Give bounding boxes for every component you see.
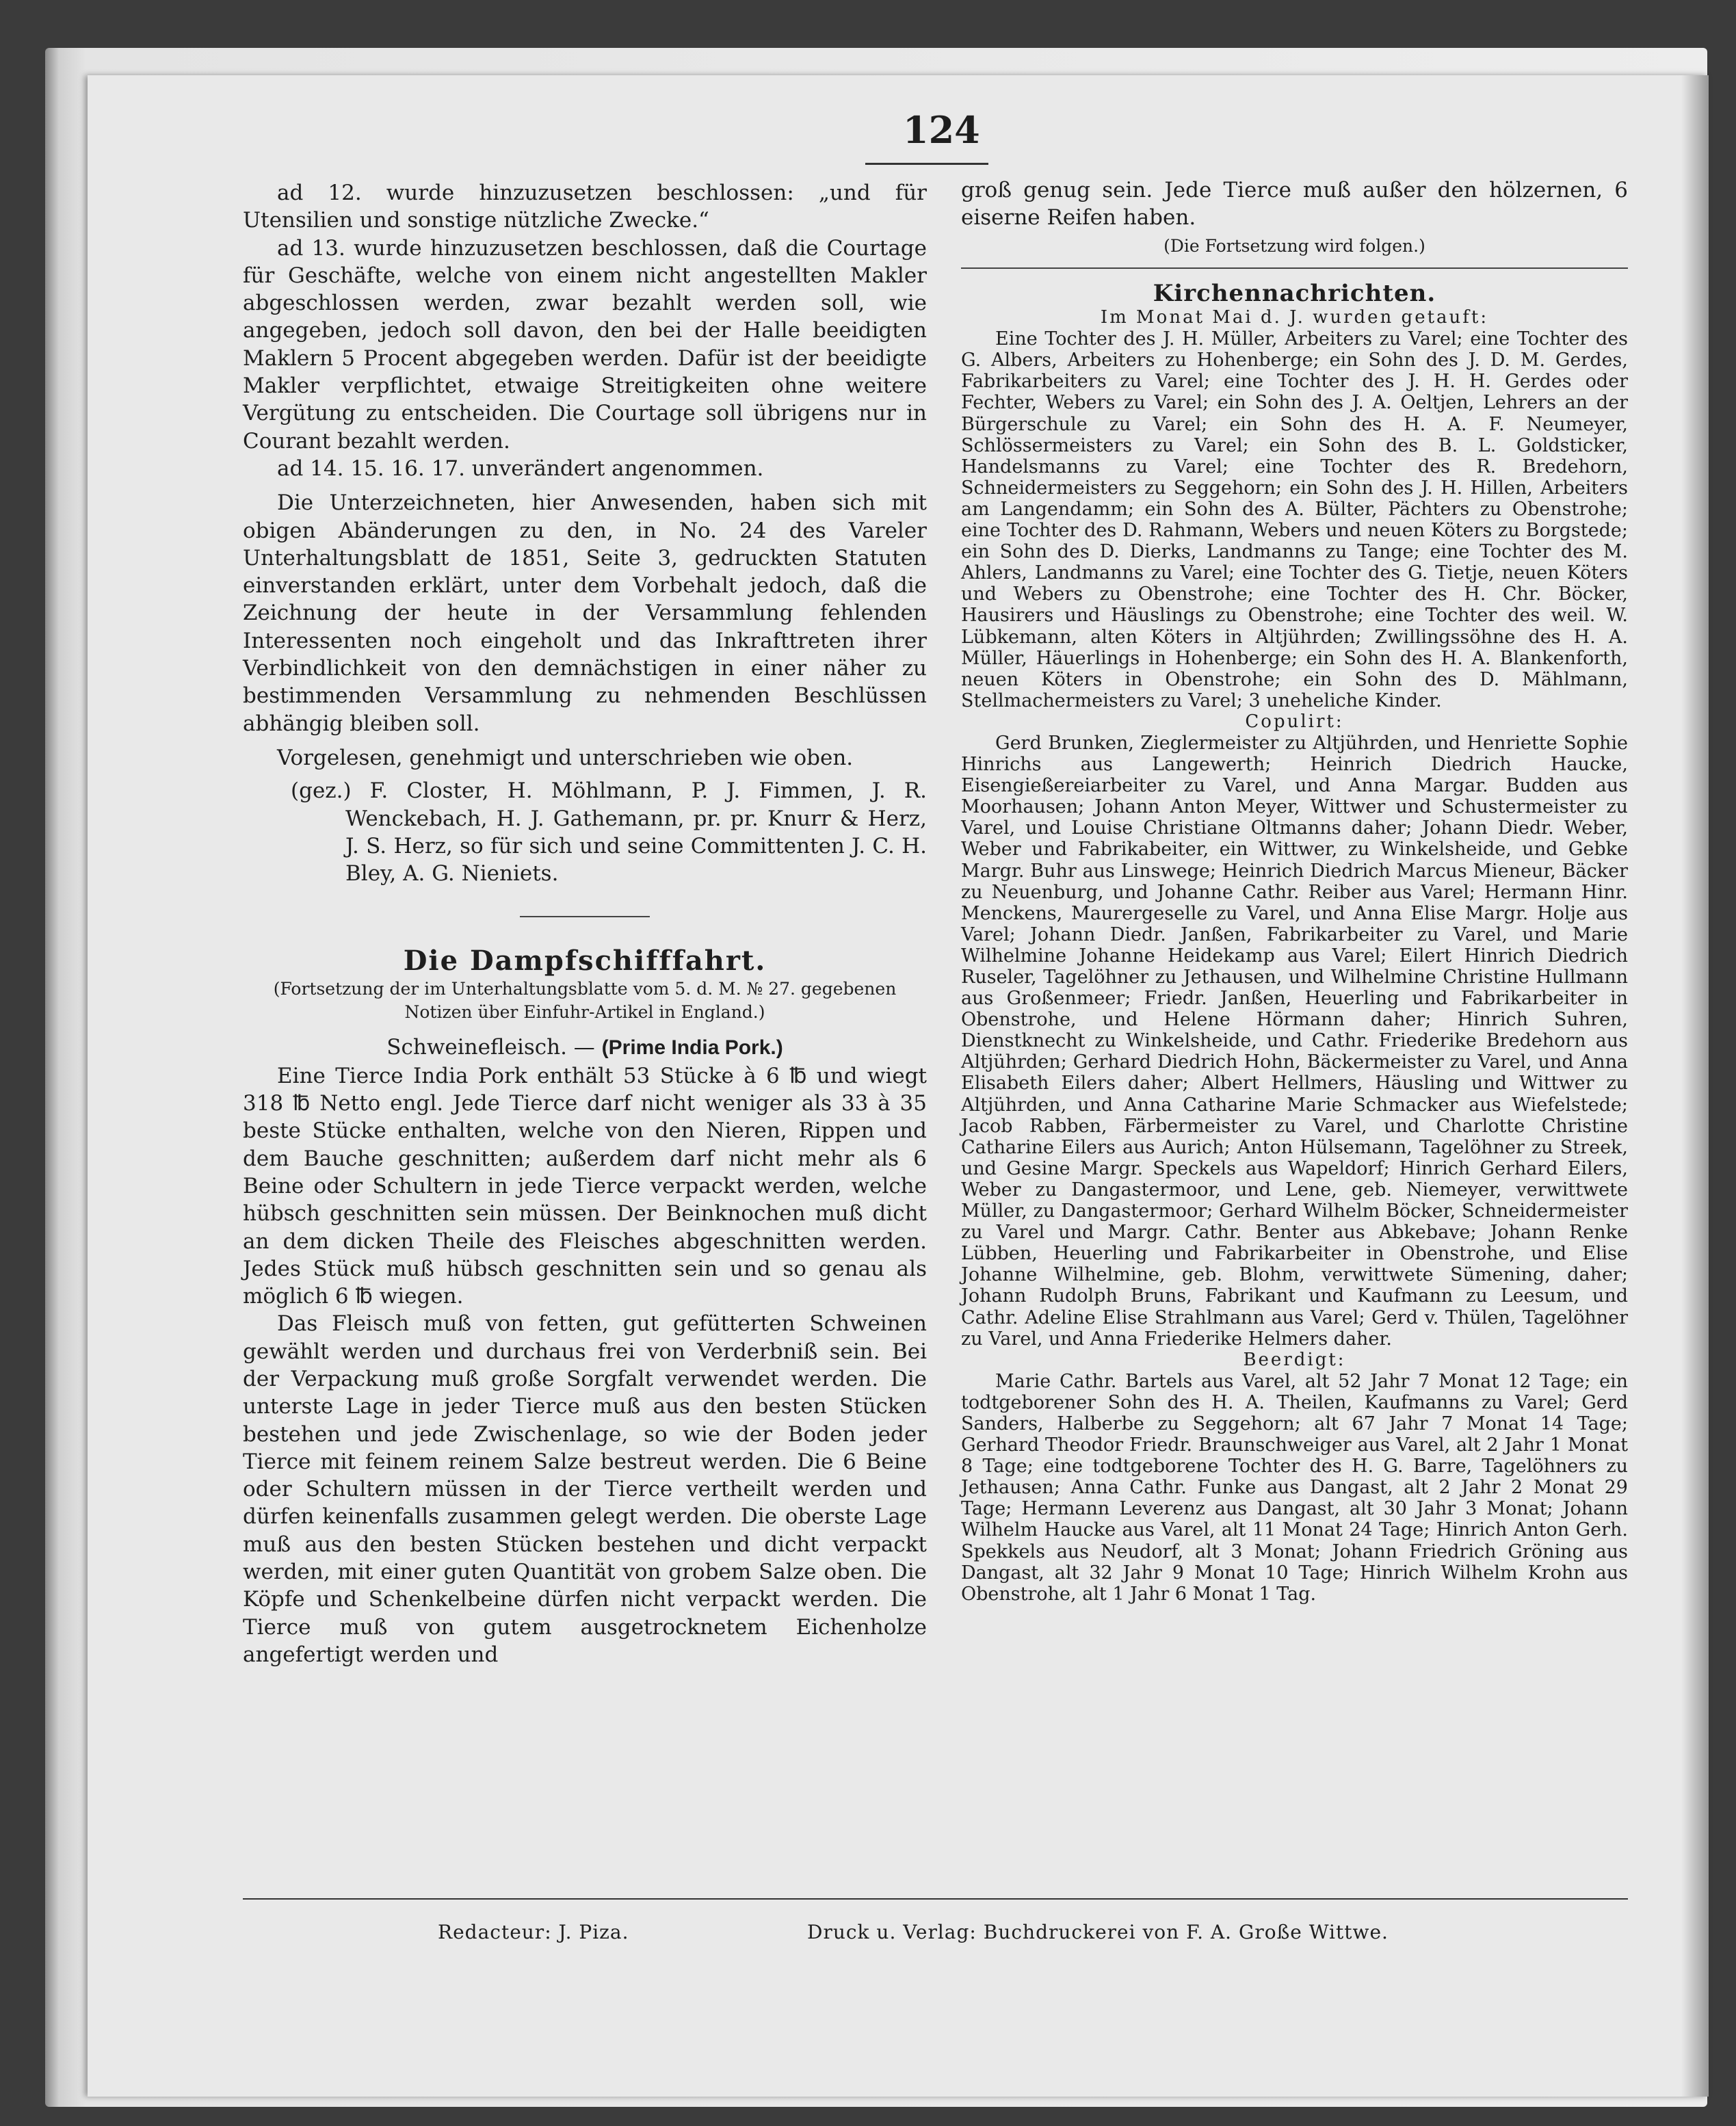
left-column — [243, 179, 927, 1668]
paragraph-signatories: Die Unterzeichneten, hier Anwesenden, haben sich mit obigen Abänderungen zu den, in No. 24 des Vareler Unterhaltungsblatt de 1851, Seite 3, gedruckten Statuten einverstanden erklärt, unter dem Vorbehalt jedoch, daß die Zeichnung der heute in der Versammlung fehlenden Interessenten noch eingeholt und das Inkrafttreten ihrer Verbindlichkeit von den demnächstigen in einer näher zu bestimmenden Versammlung zu nehmenden Beschlüssen abhängig bleiben soll. — [243, 490, 927, 736]
signatures: (gez.) F. Closter, H. Möhlmann, P. J. Fimmen, J. R. Wenckebach, H. J. Gathemann, pr. pr. Knurr & Herz, J. S. Herz, so für sich und seine Committenten J. C. H. Bley, A. G. Nieniets. — [291, 778, 927, 887]
footer-printer: Druck u. Verlag: Buchdruckerei von F. A. Große Wittwe. — [807, 1921, 1389, 1943]
paragraph-pork-2: Das Fleisch muß von fetten, gut gefütterten Schweinen gewählt werden und durchaus frei von Verderbniß sein. Bei der Verpackung muß große Sorgfalt verwendet werden. Die unterste Lage in jeder Tierce muß aus den besten Stücken bestehen und jede Zwischenlage, so wie der Boden jeder Tierce mit feinem reinem Salze bestreut werden. Die 6 Beine oder Schultern müssen in der Tierce vertheilt werden und dürfen keinenfalls zusammen gelegt werden. Die oberste Lage muß aus den besten Stücken bestehen und dicht verpackt werden, mit einer guten Quantität von grobem Salze oben. Die Köpfe und Schenkelbeine dürfen nicht verpackt werden. Die Tierce muß von gutem ausgetrocknetem Eichenholze angefertigt werden und — [243, 1311, 927, 1667]
baptized-text: Eine Tochter des J. H. Müller, Arbeiters zu Varel; eine Tochter des G. Albers, Arbeiters zu Hohenberge; ein Sohn des J. D. M. Gerdes, Fabrikarbeiters zu Varel; eine Tochter des J. H. H. Gerdes oder Fechter, Webers zu Varel; ein Sohn des J. A. Oeltjen, Lehrers an der Bürgerschule zu Varel; ein Sohn des H. A. F. Neumeyer, Schlössermeisters zu Varel; ein Sohn des B. L. Goldsticker, Handelsmanns zu Varel; eine Tochter des R. Bredehorn, Schneidermeisters zu Seggehorn; ein Sohn des J. H. Hillen, Arbeiters am Langendamm; ein Sohn des A. Bülter, Pächters zu Obenstrohe; eine Tochter des D. Rahmann, Webers und neuen Köters zu Borgstede; ein Sohn des D. Dierks, Landmanns zu Tange; eine Tochter des M. Ahlers, Landmanns zu Varel; eine Tochter des G. Tietje, neuen Köters und Webers zu Obenstrohe; eine Tochter des H. Chr. Böcker, Hausirers und Häuslings zu Obenstrohe; eine Tochter des weil. W. Lübkemann, alten Köters in Altjührden; Zwillingssöhne des H. A. Müller, Häuerlings in Hohenberge; ein Sohn des H. A. Blankenforth, neuen Köters in Obenstrohe; ein Sohn des D. Mählmann, Stellmachermeisters zu Varel; 3 uneheliche Kinder. — [961, 328, 1628, 711]
buried-heading: Beerdigt: — [1243, 1349, 1346, 1370]
section-divider-right — [961, 267, 1628, 269]
paragraph-ad13: ad 13. wurde hinzuzusetzen beschlossen, daß die Courtage für Geschäfte, welche von einem nicht angestellten Makler abgeschlossen werden, zwar bezahlt werden soll, wie angegeben, jedoch soll davon, den bei der Halle beeidigten Maklern 5 Procent abgegeben werden. Dafür ist der beeidigte Makler verpflichtet, etwaige Streitigkeiten ohne weitere Vergütung zu entscheiden. Die Courtage soll übrigens nur in Courant bezahlt werden. — [243, 235, 927, 454]
continued-note: (Die Fortsetzung wird folgen.) — [1163, 236, 1425, 256]
baptized-heading: Im Monat Mai d. J. wurden getauft: — [1100, 307, 1489, 328]
footer-editor: Redacteur: J. Piza. — [438, 1921, 629, 1943]
paragraph-ad12: ad 12. wurde hinzuzusetzen beschlossen: „und für Utensilien und sonstige nützliche Zwecke.“ — [243, 181, 927, 233]
married-text: Gerd Brunken, Zieglermeister zu Altjührden, und Henriette Sophie Hinrichs aus Langewerth; Heinrich Diedrich Haucke, Eisengießereiarbeiter zu Varel, und Anna Margar. Budden aus Moorhausen; Johann Anton Meyer, Wittwer und Schustermeister zu Varel, und Louise Christiane Oltmanns daher; Johann Diedr. Weber, Weber und Fabrikabeiter, ein Wittwer, zu Winkelsheide, und Gebke Margr. Buhr aus Linswege; Heinrich Diedrich Marcus Mieneur, Bäcker zu Neuenburg, und Johanne Cathr. Reiber aus Varel; Hermann Hinr. Menckens, Maurergeselle zu Varel, und Anna Elise Margr. Holje aus Varel; Johann Diedr. Janßen, Fabrikarbeiter zu Varel, und Marie Wilhelmine Johanne Heidekamp aus Varel; Eilert Hinrich Diedrich Ruseler, Tagelöhner zu Jethausen, und Wilhelmine Christine Hullmann aus Großenmeer; Friedr. Janßen, Heuerling und Fabrikarbeiter in Obenstrohe, und Helene Hörmann daher; Hinrich Suhren, Dienstknecht zu Winkelsheide, und Cathr. Friederike Bredehorn aus Altjührden; Gerhard Diedrich Hohn, Bäckermeister zu Varel, und Anna Elisabeth Eilers daher; Albert Hellmers, Häusling und Wittwer zu Altjührden, und Anna Catharine Marie Schmacker aus Wiefelstede; Jacob Rabben, Färbermeister zu Varel, und Charlotte Christine Catharine Eilers aus Aurich; Anton Hülsemann, Tagelöhner zu Streek, und Gesine Margr. Speckels aus Wapeldorf; Hinrich Gerhard Eilers, Weber zu Dangastermoor, und Lene, geb. Niemeyer, verwittwete Müller, zu Dangastermoor; Gerhard Wilhelm Böcker, Schneidermeister zu Varel und Margr. Cathr. Benter aus Abkebave; Johann Renke Lübben, Heuerling und Fabrikarbeiter in Obenstrohe, und Elise Johanne Wilhelmine, geb. Blohm, verwittwete Sümening, daher; Johann Rudolph Bruns, Fabrikant und Kaufmann zu Leesum, und Cathr. Adeline Elise Strahlmann aus Varel; Gerd v. Thülen, Tagelöhner zu Varel, und Anna Friederike Helmers daher. — [961, 732, 1628, 1350]
paragraph-vorgelesen: Vorgelesen, genehmigt und unterschrieben wie oben. — [277, 745, 854, 770]
binding-shadow — [1681, 75, 1709, 2097]
married-heading: Copulirt: — [1245, 711, 1344, 732]
paragraph-continuation: groß genug sein. Jede Tierce muß außer den hölzernen, 6 eiserne Reifen haben. — [961, 178, 1628, 230]
page-number-rule — [865, 163, 988, 165]
article-title: Die Dampfschifffahrt. — [403, 945, 767, 977]
article-subhead — [243, 1034, 927, 1062]
paragraph-ad14: ad 14. 15. 16. 17. unverändert angenommen. — [277, 456, 764, 481]
page-number: 124 — [903, 108, 980, 152]
paragraph-pork-1: Eine Tierce India Pork enthält 53 Stücke à 6 ℔ und wiegt 318 ℔ Netto engl. Jede Tierce darf nicht weniger als 33 à 35 beste Stücke enthalten, welche von den Nieren, Rippen und dem Bauche geschnitten; außerdem darf nicht mehr als 6 Beine oder Schultern in jede Tierce verpackt werden, welche hübsch geschnitten sein müssen. Der Beinknochen muß dicht an dem dicken Theile des Fleisches abgeschnitten werden. Jedes Stück muß hübsch geschnitten sein und so genau als möglich 6 ℔ wiegen. — [243, 1063, 927, 1309]
article-subtitle: (Fortsetzung der im Unterhaltungsblatte vom 5. d. M. № 27. gegebenen Notizen über Einfuhr-Artikel in England.) — [273, 979, 897, 1023]
buried-text: Marie Cathr. Bartels aus Varel, alt 52 Jahr 7 Monat 12 Tage; ein todtgeborener Sohn des H. A. Theilen, Kaufmanns zu Varel; Gerd Sanders, Halberbe zu Seggehorn; alt 67 Jahr 7 Monat 14 Tage; Gerhard Theodor Friedr. Braunschweiger aus Varel, alt 2 Jahr 1 Monat 8 Tage; eine todtgeborene Tochter des H. G. Barre, Tagelöhners zu Jethausen; Anna Cathr. Funke aus Dangast, alt 2 Jahr 2 Monat 29 Tage; Hermann Leverenz aus Dangast, alt 30 Jahr 3 Monat; Johann Wilhelm Haucke aus Varel, alt 11 Monat 24 Tage; Hinrich Anton Gerh. Spekkels aus Neudorf, alt 3 Monat; Johann Friedrich Gröning aus Dangast, alt 32 Jahr 9 Monat 10 Tage; Hinrich Wilhelm Krohn aus Obenstrohe, alt 1 Jahr 6 Monat 1 Tag. — [961, 1370, 1628, 1605]
subhead-antiqua: (Prime India Pork.) — [601, 1036, 783, 1060]
right-column — [961, 176, 1628, 1605]
footer-rule — [243, 1898, 1628, 1900]
section-divider — [520, 916, 650, 917]
subhead-fraktur: Schweinefleisch. — — [386, 1035, 595, 1060]
section-title: Kirchennachrichten. — [1153, 280, 1436, 308]
